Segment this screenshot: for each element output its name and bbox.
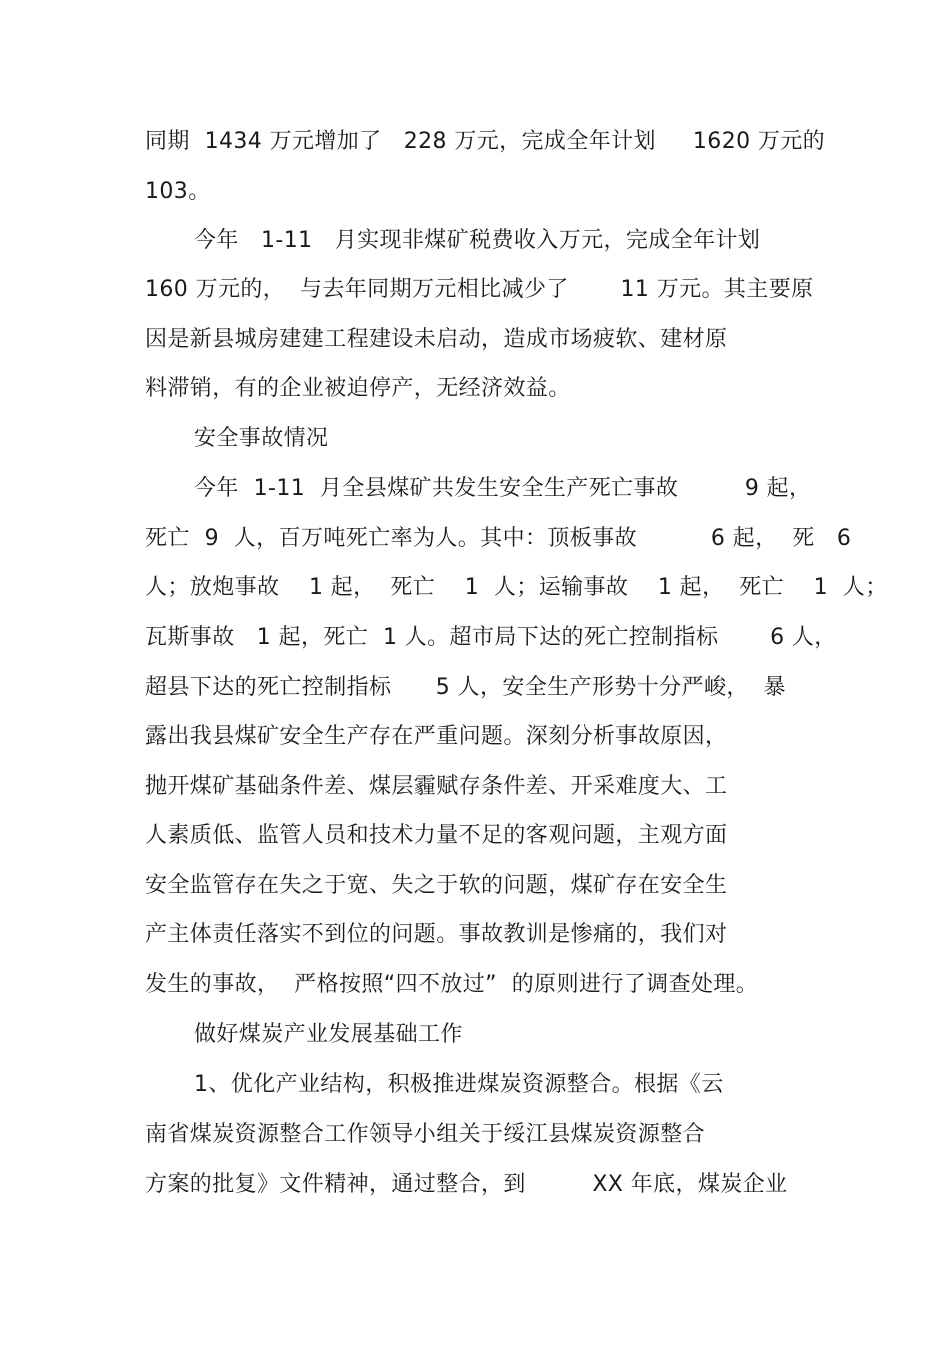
section-heading: 做好煤炭产业发展基础工作 — [194, 1022, 463, 1047]
text-line: 人；放炮事故 1 起， 死亡 1 人；运输事故 1 起， 死亡 1 人； — [145, 575, 888, 600]
text-line: 南省煤炭资源整合工作领导小组关于绥江县煤炭资源整合 — [145, 1122, 706, 1147]
text-line: 安全监管存在失之于宽、失之于软的问题，煤矿存在安全生 — [145, 873, 728, 898]
text-line: 产主体责任落实不到位的问题。事故教训是惨痛的，我们对 — [145, 922, 728, 947]
text-line: 人素质低、监管人员和技术力量不足的客观问题，主观方面 — [145, 823, 728, 848]
text-line: 今年 1-11 月全县煤矿共发生安全生产死亡事故 9 起， — [194, 476, 812, 501]
text-line: 103。 — [145, 179, 211, 204]
section-heading: 安全事故情况 — [194, 426, 329, 451]
text-line: 1、优化产业结构，积极推进煤炭资源整合。根据《云 — [194, 1072, 724, 1097]
text-line: 抛开煤矿基础条件差、煤层霾赋存条件差、开采难度大、工 — [145, 774, 728, 799]
text-line: 超县下达的死亡控制指标 5 人，安全生产形势十分严峻， 暴 — [145, 675, 786, 700]
text-line: 瓦斯事故 1 起，死亡 1 人。超市局下达的死亡控制指标 6 人， — [145, 625, 837, 650]
text-line: 死亡 9 人，百万吨死亡率为人。其中：顶板事故 6 起， 死 6 — [145, 526, 852, 551]
text-line: 同期 1434 万元增加了 228 万元，完成全年计划 1620 万元的 — [145, 129, 826, 154]
text-line: 今年 1-11 月实现非煤矿税费收入万元，完成全年计划 — [194, 228, 761, 253]
text-line: 料滞销，有的企业被迫停产，无经济效益。 — [145, 376, 571, 401]
text-line: 露出我县煤矿安全生产存在严重问题。深刻分析事故原因， — [145, 724, 728, 749]
text-line: 因是新县城房建建工程建设未启动，造成市场疲软、建材原 — [145, 327, 728, 352]
text-line: 发生的事故， 严格按照“四不放过” 的原则进行了调查处理。 — [145, 972, 759, 997]
text-line: 方案的批复》文件精神，通过整合，到 XX 年底，煤炭企业 — [145, 1172, 788, 1197]
text-line: 160 万元的， 与去年同期万元相比减少了 11 万元。其主要原 — [145, 277, 814, 302]
